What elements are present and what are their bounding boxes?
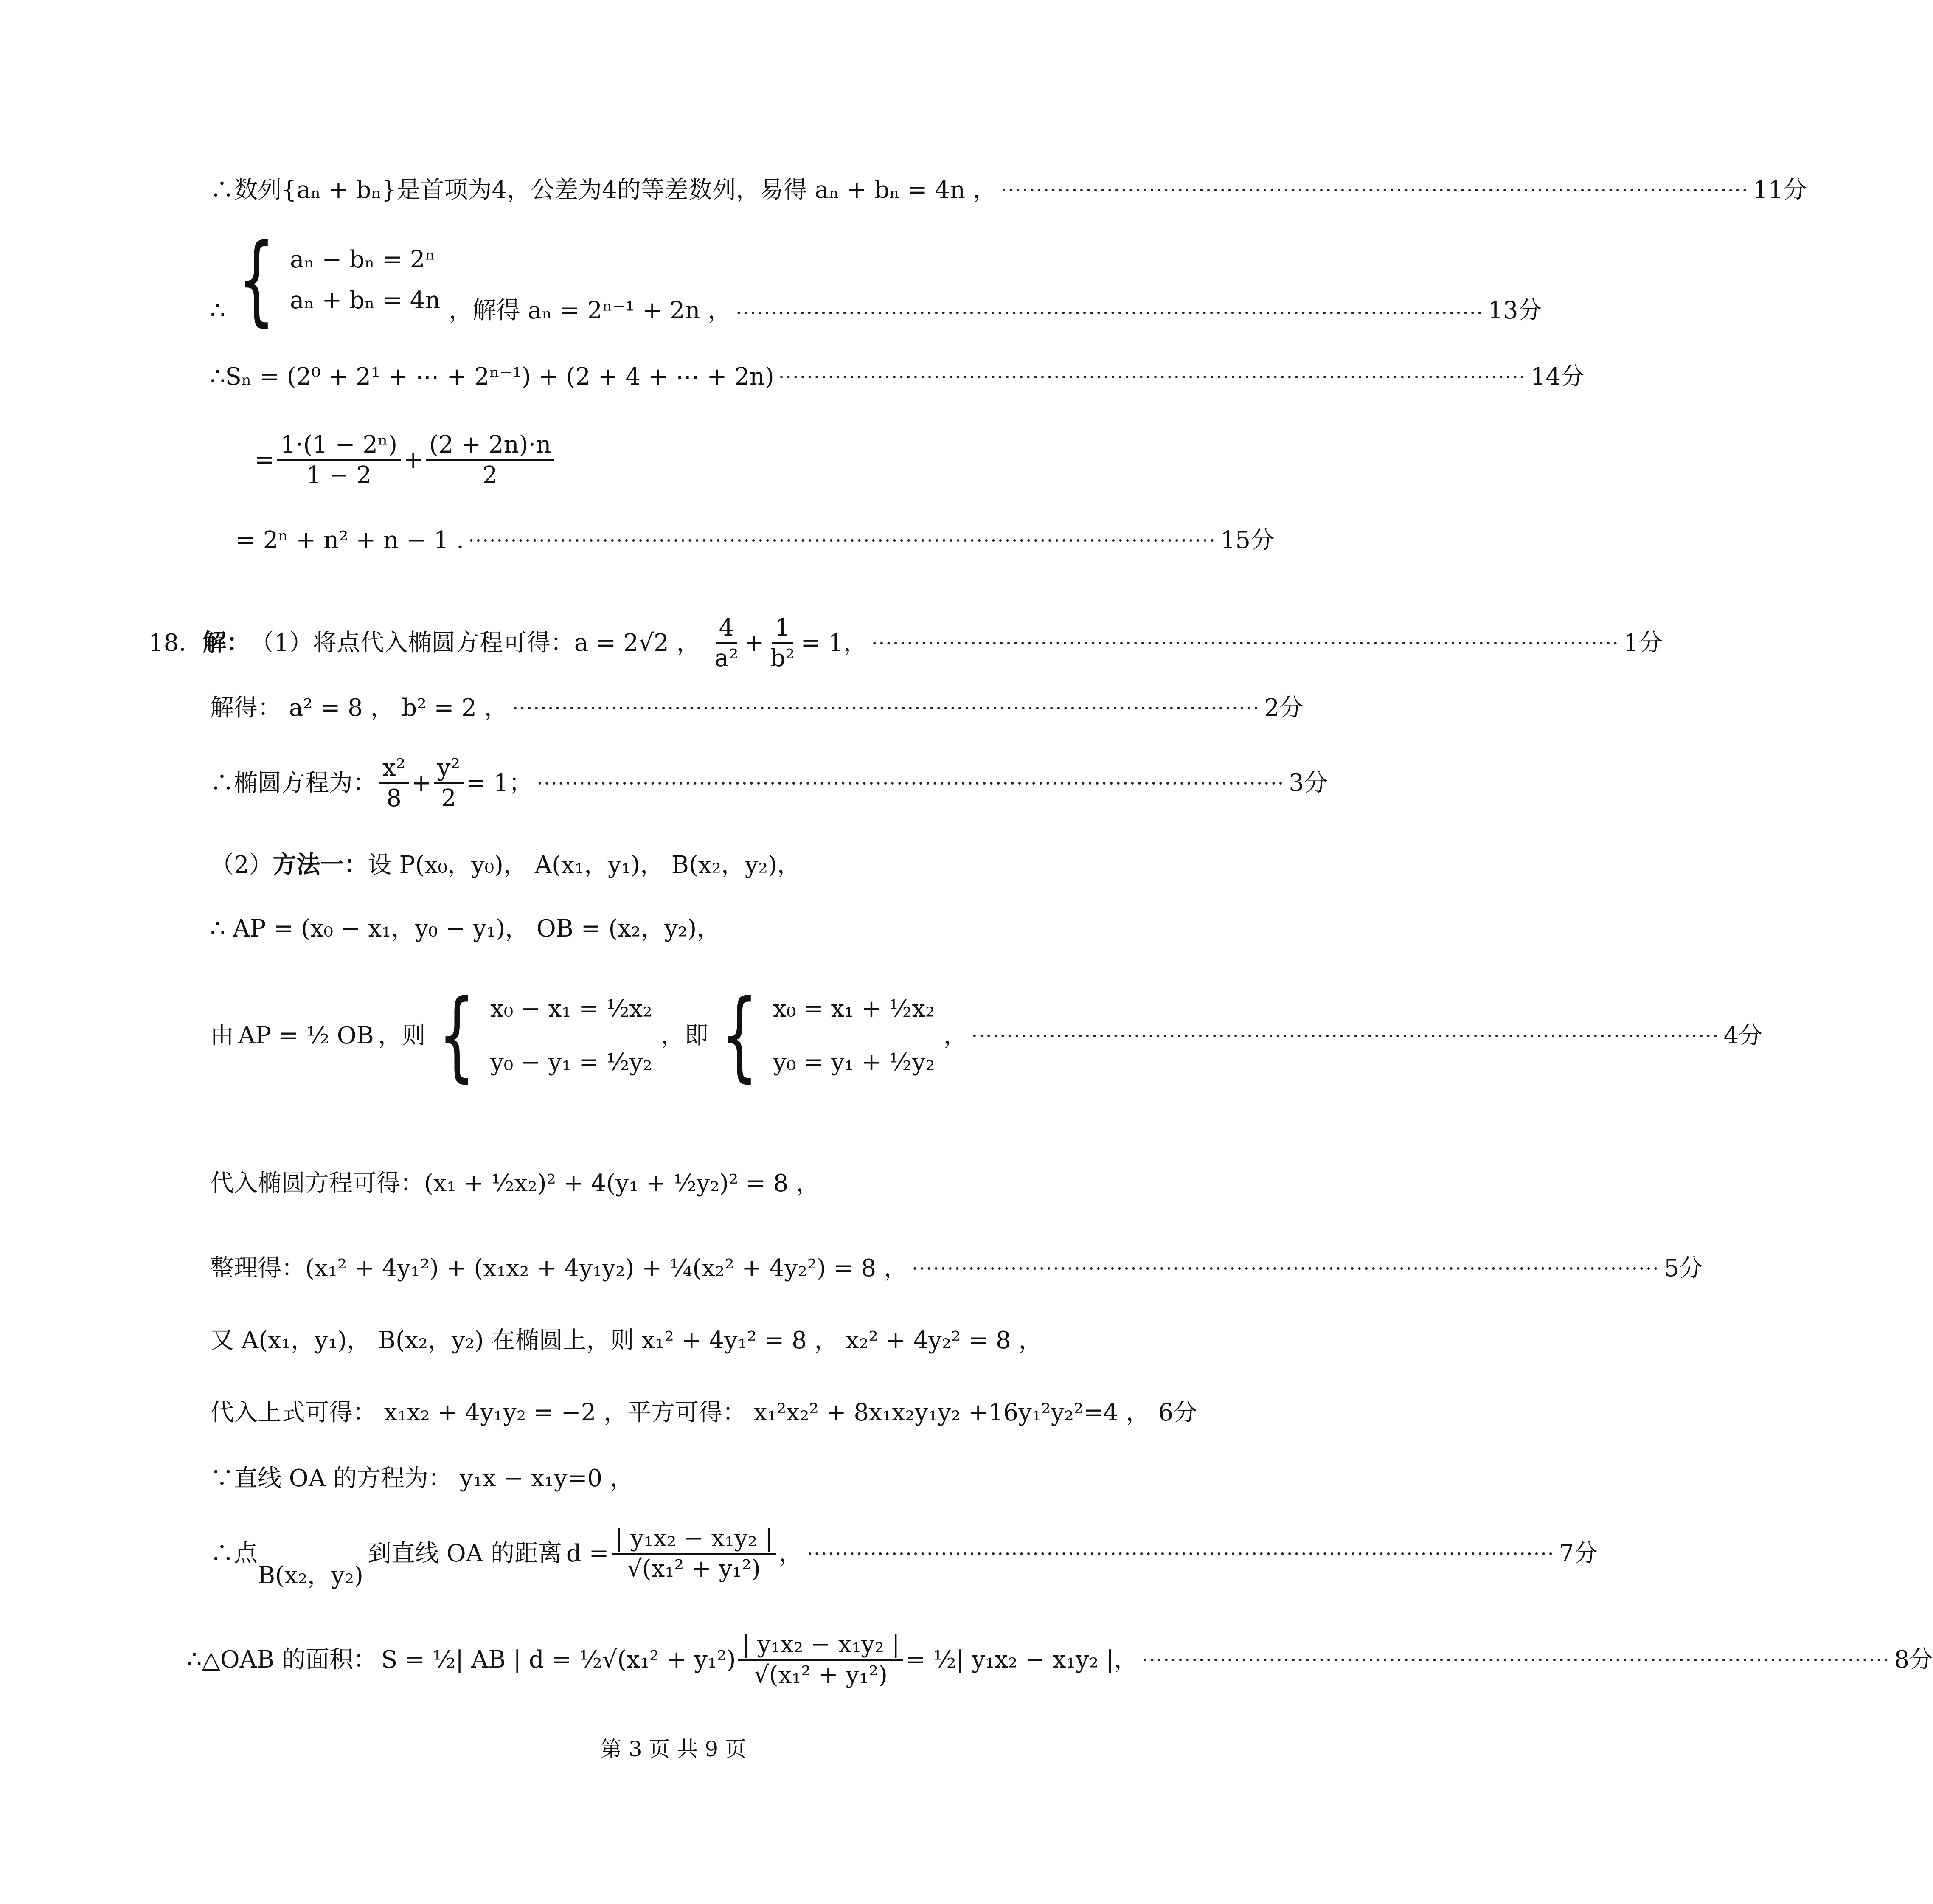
vector-relation: AP = ½ OB (238, 1022, 374, 1049)
score-13: 13分 (1488, 297, 1542, 324)
line-13-text: ，解得 aₙ = 2ⁿ⁻¹ + 2n ， (449, 297, 732, 324)
fraction-geometric: $\frac{\text{1·(1 − 2ⁿ)}}{1 - 2}$ (277, 433, 401, 487)
q18-area: ∴△OAB 的面积： S = ½| AB | d = ½√(x₁² + y₁²) $\frac{\text{| y₁x₂ − x₁y₂ |}}{\text{√(x₁² + y₁²)}}$ = ½| y₁x₂ − x₁y₂ |， ·········································································································· 8分 (187, 1631, 1933, 1689)
q18-on-ellipse: 又 A(x₁，y₁)， B(x₂，y₂) 在椭圆上，则 x₁² + 4y₁² = 8 ， x₂² + 4y₂² = 8 ， (210, 1327, 1042, 1354)
system-eq-bottom: aₙ + bₙ = 4n (289, 287, 441, 314)
leader-dots: ·········································································································· (778, 366, 1526, 388)
method-label: 方法一： (273, 851, 368, 879)
line-13 (210, 223, 1542, 337)
score-5: 5分 (1664, 1254, 1703, 1282)
q18-distance: ∴点 B(x₂，y₂) 到直线 OA 的距离 d = $\frac{\text{| y₁x₂ − x₁y₂ |}}{\text{√(x₁² + y₁²)}}$ ， ·········································································································· 7分 (210, 1524, 1598, 1589)
leader-dots: ·········································································································· (1142, 1648, 1890, 1671)
score-6: 6分 (1158, 1399, 1197, 1426)
leader-dots: ·········································································································· (537, 772, 1285, 795)
q18-step3: ∴椭圆方程为： $\frac{\text{x²}}{8}$ + $\frac{\text{y²}}{2}$ = 1； ·········································································································· 3分 (210, 754, 1328, 812)
q18-vectors: ∴ AP = (x₀ − x₁，y₀ − y₁)， OB = (x₂，y₂)， (210, 915, 721, 942)
sum-fraction-line: = $\frac{\text{1·(1 − 2ⁿ)}}{1 - 2}$ + $\frac{(2 + 2n)\cdot n}{2}$ (255, 433, 557, 487)
score-2: 2分 (1264, 694, 1304, 722)
line-14 (210, 363, 1585, 391)
fraction-y2-over-2: $\frac{\text{y²}}{2}$ (434, 756, 464, 810)
score-7: 7分 (1559, 1540, 1598, 1567)
q18-line-oa: ∵直线 OA 的方程为： y₁x − x₁y=0 ， (210, 1465, 634, 1492)
leader-dots: ·········································································································· (512, 697, 1260, 720)
brace-symbol: { (237, 223, 275, 337)
line-11 (210, 176, 1807, 204)
fraction-x2-over-8: $\frac{\text{x²}}{8}$ (379, 756, 409, 810)
fraction-arithmetic: $\frac{(2 + 2n)\cdot n}{2}$ (426, 433, 554, 487)
q18-step2: 解得： a² = 8 ， b² = 2 ， ·········································································································· 2分 (210, 694, 1304, 722)
score-15: 15分 (1220, 526, 1275, 554)
score-14: 14分 (1530, 363, 1585, 391)
page-footer: 第 3 页 共 9 页 (600, 1737, 747, 1761)
fraction-4-over-a2: $\frac{4}{\text{a²}}$ (714, 614, 739, 672)
area-fraction: $\frac{\text{| y₁x₂ − x₁y₂ |}}{\text{√(x₁² + y₁²)}}$ (738, 1633, 903, 1687)
part1-a-value: a = 2√2 ， (574, 629, 700, 657)
leader-dots: ·········································································································· (1000, 179, 1749, 202)
score-8: 8分 (1894, 1646, 1933, 1673)
q18-substitute: 代入椭圆方程可得：(x₁ + ½x₂)² + 4(y₁ + ½y₂)² = 8 ， (210, 1170, 820, 1197)
leader-dots: ·········································································································· (736, 301, 1484, 324)
q18-arrange: 整理得：(x₁² + 4y₁²) + (x₁x₂ + 4y₁y₂) + ¼(x₂² + 4y₂²) = 8 ， ·········································································································· 5分 (210, 1254, 1703, 1282)
part1-intro: （1）将点代入椭圆方程可得： (250, 629, 574, 657)
equation-system-2: { x₀ = x₁ + ½x₂ y₀ = y₁ + ½y₂ (721, 979, 935, 1092)
score-11: 11分 (1753, 176, 1807, 204)
solve-label: 解： (202, 629, 250, 657)
equation-system-1: { x₀ − x₁ = ½x₂ y₀ − y₁ = ½y₂ (438, 979, 652, 1092)
question-number: 18． (149, 629, 203, 657)
line-15-text: = 2ⁿ + n² + n − 1 . (236, 526, 464, 554)
distance-fraction: $\frac{\text{| y₁x₂ − x₁y₂ |}}{\text{√(x₁² + y₁²)}}$ (612, 1527, 776, 1581)
score-1: 1分 (1623, 629, 1663, 657)
leader-dots: ·········································································································· (912, 1257, 1660, 1280)
line-14-text: ∴Sₙ = (2⁰ + 2¹ + ⋯ + 2ⁿ⁻¹) + (2 + 4 + ⋯ + 2n) (210, 363, 774, 391)
line-11-text: ∴数列{aₙ + bₙ}是首项为4，公差为4的等差数列，易得 aₙ + bₙ = 4n ， (210, 176, 997, 204)
system-eq-top: aₙ − bₙ = 2ⁿ (289, 246, 435, 273)
q18-square: 代入上式可得： x₁x₂ + 4y₁y₂ = −2 ，平方可得： x₁²x₂² + 8x₁x₂y₁y₂ +16y₁²y₂²=4 ， 6分 (210, 1399, 1197, 1426)
leader-dots: ·········································································································· (971, 1024, 1719, 1047)
therefore-symbol: ∴ (210, 297, 225, 324)
leader-dots: ·········································································································· (806, 1542, 1555, 1565)
fraction-1-over-b2: $\frac{1}{\text{b²}}$ (770, 614, 795, 672)
q18-part1: 18． 解： （1）将点代入椭圆方程可得： a = 2√2 ， $\frac{4}{\text{a²}}$ + $\frac{1}{\text{b²}}$ = 1 ， ·········································································································· 1分 (149, 614, 1663, 672)
equation-system (225, 223, 441, 337)
score-3: 3分 (1289, 769, 1328, 797)
score-4: 4分 (1723, 1022, 1763, 1049)
q18-system-line: 由 AP = ½ OB ，则 { x₀ − x₁ = ½x₂ y₀ − y₁ = ½y₂ ，即 { x₀ = x₁ + ½x₂ y₀ = y₁ + ½y₂ ， ·········································································································· 4分 (210, 979, 1763, 1092)
line-15 (236, 526, 1275, 554)
leader-dots: ·········································································································· (468, 529, 1216, 552)
leader-dots: ·········································································································· (871, 632, 1619, 655)
q18-part2-intro: （2） 方法一： 设 P(x₀，y₀)， A(x₁，y₁)， B(x₂，y₂)， (210, 851, 801, 879)
